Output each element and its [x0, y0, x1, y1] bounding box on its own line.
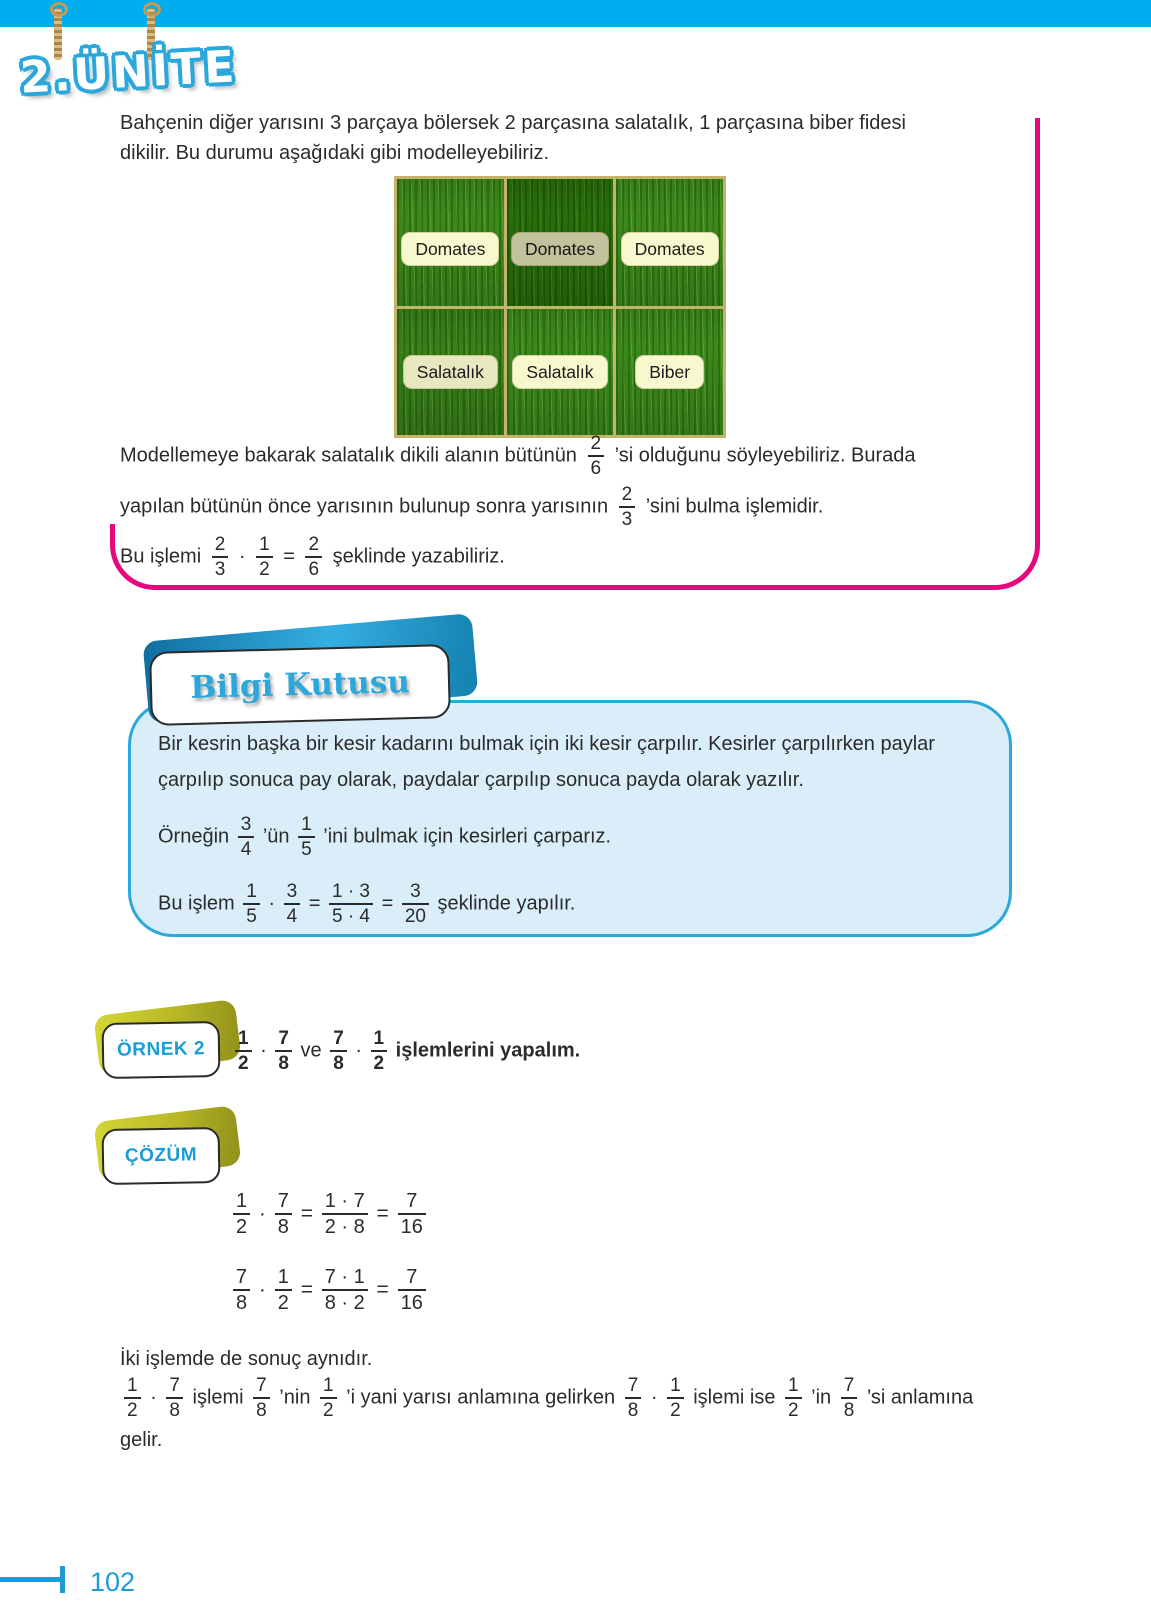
text-run: · [253, 1201, 272, 1225]
fraction-denominator: 20 [402, 903, 429, 927]
fraction-denominator: 16 [398, 1213, 426, 1238]
example-badge-label: ÖRNEK 2 [102, 1021, 221, 1079]
info-box-content [158, 726, 982, 927]
fraction-numerator: 2 [214, 534, 226, 556]
text-run: ve [294, 1039, 328, 1062]
text-run: ’ün [257, 825, 296, 848]
unit-badge: 2.ÜNİTE [18, 41, 239, 104]
text-run: ’nin [273, 1386, 316, 1409]
text-run: ’i yani yarısı anlamına gelirken [340, 1386, 621, 1409]
fraction [625, 1375, 642, 1422]
fraction [322, 1190, 368, 1239]
text-run: ’in [805, 1386, 837, 1409]
fraction [256, 534, 273, 581]
garden-cell [616, 179, 723, 306]
text-run: Bu işlem [158, 892, 241, 915]
fraction-denominator: 8 [275, 1050, 292, 1074]
fraction-denominator: 8 [233, 1289, 250, 1314]
text-run: şeklinde yapılır. [431, 892, 576, 915]
garden-cell [507, 309, 614, 436]
fraction-denominator: 8 [330, 1050, 347, 1074]
fraction [284, 881, 301, 928]
fraction-denominator: 5 [243, 903, 260, 927]
crop-label: Biber [635, 355, 704, 389]
fraction-denominator: 2 [275, 1289, 292, 1314]
text-run: Bu işlemi [120, 545, 207, 568]
fraction [402, 881, 429, 928]
text-run: şeklinde yazabiliriz. [327, 545, 505, 568]
text-run: çarpılıp sonuca pay olarak, paydalar çarpılıp sonuca payda olarak yazılır. [158, 769, 804, 791]
text-run: Bir kesrin başka bir kesir kadarını bulmak için iki kesir çarpılır. Kesirler çarpılırken paylar [158, 733, 935, 755]
fraction-numerator: 1 [127, 1375, 138, 1396]
fraction [235, 1028, 252, 1075]
fraction-numerator: 3 [240, 814, 252, 835]
fraction-denominator: 8 [275, 1213, 292, 1238]
info-paragraph [158, 814, 982, 861]
fraction [275, 1190, 292, 1239]
fraction-denominator: 2 [256, 556, 273, 580]
crop-label: Salatalık [403, 355, 498, 389]
equation-2 [230, 1266, 429, 1315]
text-run: işlemlerini yapalım. [390, 1039, 581, 1062]
fraction-numerator: 1 [259, 534, 270, 556]
fraction-denominator: 3 [212, 556, 229, 580]
fraction-numerator: 3 [286, 880, 298, 902]
garden-cell [397, 309, 504, 436]
fraction-numerator: 7 [843, 1375, 855, 1396]
info-paragraph [158, 881, 982, 928]
fraction-denominator: 6 [588, 455, 605, 479]
fraction [841, 1375, 858, 1422]
fraction-numerator: 3 [410, 880, 421, 902]
text-run: Modellemeye bakarak salatalık dikili alanın bütünün [120, 444, 583, 467]
fraction-numerator: 2 [308, 534, 320, 556]
fraction-denominator: 2 [667, 1397, 684, 1421]
text-run: · [233, 545, 252, 568]
fraction [398, 1266, 426, 1315]
fraction [371, 1028, 388, 1075]
fraction [166, 1375, 183, 1422]
text-run: ’sini bulma işlemidir. [640, 495, 824, 518]
fraction-denominator: 2 [235, 1050, 252, 1074]
fraction-numerator: 7 [333, 1028, 344, 1049]
fraction [275, 1266, 292, 1315]
fraction-numerator: 1 [277, 1266, 289, 1288]
fraction [243, 881, 260, 928]
text-run: · [253, 1277, 272, 1301]
fraction-denominator: 3 [619, 506, 636, 530]
fraction [588, 433, 605, 480]
fraction-denominator: 8 [625, 1397, 642, 1421]
fraction-denominator: 16 [398, 1289, 426, 1314]
fraction [329, 881, 373, 928]
fraction [619, 484, 636, 531]
garden-cell [397, 179, 504, 306]
fraction-numerator: 1 [301, 814, 312, 835]
fraction-numerator: 1 [323, 1375, 334, 1396]
text-run: · [254, 1039, 273, 1062]
fraction-denominator: 8 [166, 1397, 183, 1421]
crop-label: Domates [621, 232, 719, 266]
garden-cell [507, 179, 614, 306]
fraction-denominator: 2 [124, 1397, 141, 1421]
text-run: işlemi ise [687, 1386, 782, 1409]
info-box-title: Bilgi Kutusu [149, 644, 451, 726]
fraction-numerator: 7 [169, 1375, 180, 1396]
fraction [238, 814, 255, 861]
text-run: = [277, 545, 301, 568]
fraction-numerator: 7 · 1 [324, 1266, 365, 1288]
text-run: dikilir. Bu durumu aşağıdaki gibi modelleyebiliriz. [120, 142, 550, 164]
fraction-denominator: 2 [233, 1213, 250, 1238]
fraction [320, 1375, 337, 1422]
fraction [398, 1190, 426, 1239]
equation-1 [230, 1190, 429, 1239]
info-paragraph [158, 726, 982, 798]
text-run: yapılan bütünün önce yarısının bulunup sonra yarısının [120, 495, 614, 518]
text-run: = [376, 892, 399, 915]
footer-tick [60, 1566, 65, 1593]
text-run: gelir. [120, 1428, 163, 1451]
fraction-numerator: 1 · 7 [324, 1190, 365, 1212]
fraction-numerator: 1 [236, 1190, 248, 1212]
explanation-note [120, 1372, 1010, 1455]
garden-cell [616, 309, 723, 436]
fraction-denominator: 6 [305, 556, 322, 580]
fraction-denominator: 2 · 8 [322, 1213, 368, 1238]
fraction [330, 1028, 347, 1075]
fraction-numerator: 7 [406, 1190, 418, 1212]
fraction-numerator: 7 [277, 1190, 289, 1212]
example-badge [102, 1022, 220, 1078]
top-color-bar [0, 0, 1151, 27]
fraction [212, 534, 229, 581]
text-run: ’si olduğunu söyleyebiliriz. Burada [609, 444, 916, 467]
fraction-denominator: 5 [298, 836, 315, 860]
fraction-denominator: 2 [371, 1050, 388, 1074]
result-note: İki işlemde de sonuç aynıdır. [120, 1348, 373, 1370]
text-run: = [294, 1201, 319, 1225]
fraction-numerator: 1 [788, 1375, 799, 1396]
text-run: = [370, 1201, 395, 1225]
text-run: ’ini bulmak için kesirleri çarparız. [317, 825, 612, 848]
solution-badge-label: ÇÖZÜM [102, 1127, 221, 1185]
info-box-title-badge [150, 648, 450, 722]
fraction [275, 1028, 292, 1075]
example-statement [232, 1028, 872, 1075]
fraction-denominator: 8 · 2 [322, 1289, 368, 1314]
fraction-denominator: 2 [785, 1397, 802, 1421]
fraction [233, 1190, 250, 1239]
crop-label: Domates [511, 232, 609, 266]
crop-label: Domates [401, 232, 499, 266]
text-run: · [349, 1039, 368, 1062]
fraction-numerator: 2 [590, 433, 602, 454]
footer-line [0, 1577, 60, 1582]
text-run: = [370, 1277, 395, 1301]
fraction-numerator: 7 [627, 1375, 639, 1396]
fraction-numerator: 7 [278, 1028, 289, 1049]
page-number: 102 [90, 1567, 136, 1597]
fraction-numerator: 1 [238, 1028, 249, 1049]
garden-model [394, 176, 726, 438]
text-run: = [294, 1277, 319, 1301]
fraction-numerator: 1 · 3 [331, 880, 371, 902]
text-run: Bahçenin diğer yarısını 3 parçaya bölersek 2 parçasına salatalık, 1 parçasına biber fidesi [120, 112, 906, 134]
fraction [305, 534, 322, 581]
crop-label: Salatalık [512, 355, 607, 389]
frame-mask [104, 112, 121, 524]
text-run: · [262, 892, 281, 915]
solution-badge [102, 1128, 220, 1184]
fraction [322, 1266, 368, 1315]
text-run: · [645, 1386, 664, 1409]
fraction [233, 1266, 250, 1315]
fraction-numerator: 2 [621, 483, 633, 505]
fraction-numerator: 7 [406, 1266, 418, 1288]
fraction [667, 1375, 684, 1422]
text-run: ’si anlamına [861, 1386, 974, 1409]
text-run: işlemi [186, 1386, 250, 1409]
fraction-denominator: 2 [320, 1397, 337, 1421]
text-run: = [303, 892, 326, 915]
fraction-denominator: 8 [841, 1397, 858, 1421]
fraction [124, 1375, 141, 1422]
fraction-numerator: 1 [670, 1375, 681, 1396]
fraction-numerator: 7 [236, 1266, 248, 1288]
fraction-numerator: 7 [256, 1375, 267, 1396]
fraction [785, 1375, 802, 1422]
fraction-numerator: 1 [246, 880, 257, 902]
text-run: · [144, 1386, 163, 1409]
fraction-denominator: 4 [284, 903, 301, 927]
fraction-denominator: 8 [253, 1397, 270, 1421]
fraction [253, 1375, 270, 1422]
fraction [298, 814, 315, 861]
fraction-numerator: 1 [373, 1028, 385, 1049]
model-paragraph [120, 431, 1010, 583]
text-run: Örneğin [158, 825, 235, 848]
intro-paragraph [120, 108, 1010, 168]
fraction-denominator: 4 [238, 836, 255, 860]
fraction-denominator: 5 · 4 [329, 903, 373, 927]
